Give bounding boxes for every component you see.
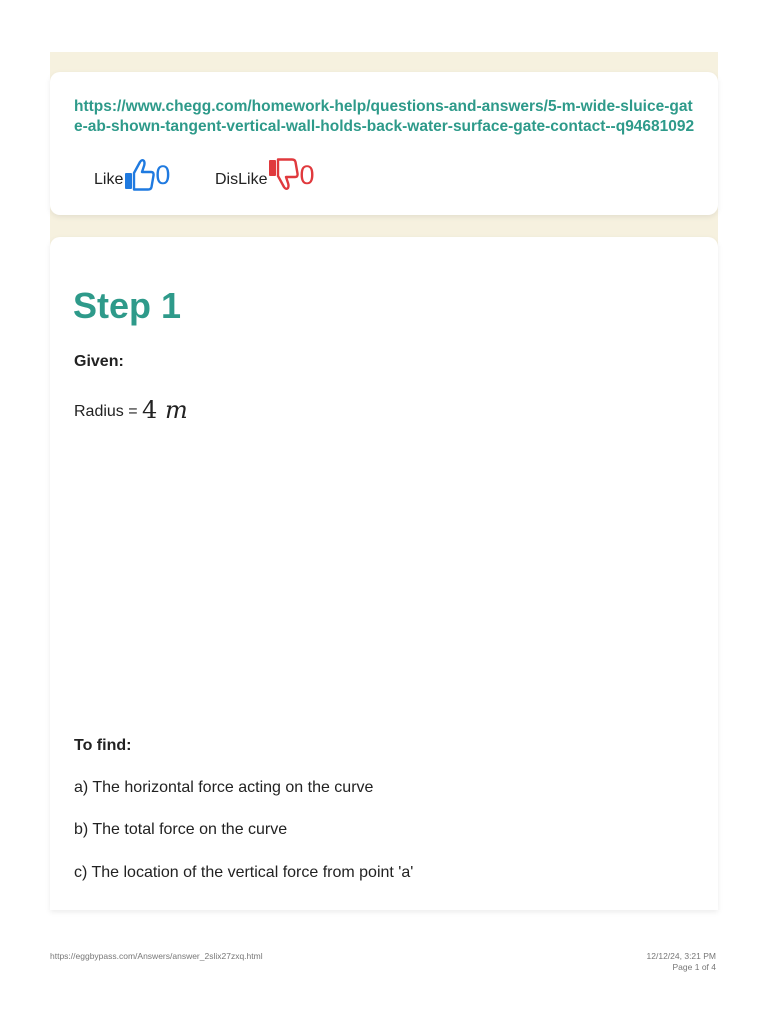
- thumbs-up-icon: [123, 158, 155, 192]
- to-find-label: To find:: [74, 737, 132, 754]
- step-title: Step 1: [73, 285, 182, 326]
- to-find-item-b: b) The total force on the curve: [74, 821, 288, 838]
- question-link[interactable]: https://www.chegg.com/homework-help/questions-and-answers/5-m-wide-sluice-gate-ab-shown-tangent-vertical-wall-holds-back-water-surface-gate-contact--q94681092: [74, 98, 695, 135]
- given-label: Given:: [74, 353, 124, 370]
- like-label: Like: [94, 171, 124, 188]
- dislike-count: 0: [299, 160, 315, 190]
- dislike-label: DisLike: [215, 171, 268, 188]
- like-count: 0: [155, 160, 171, 190]
- to-find-item-a: a) The horizontal force acting on the curve: [74, 779, 374, 796]
- footer-datetime: 12/12/24, 3:21 PM: [646, 951, 716, 961]
- radius-unit: m: [164, 396, 188, 424]
- like-button[interactable]: [94, 158, 170, 192]
- footer-source-url: https://eggbypass.com/Answers/answer_2slix27zxq.html: [50, 951, 263, 961]
- radius-line: [74, 396, 188, 424]
- footer-page-number: Page 1 of 4: [672, 962, 716, 972]
- radius-math: [142, 396, 188, 424]
- answer-card: [50, 237, 718, 910]
- dislike-button[interactable]: [215, 158, 315, 192]
- radius-value: 4: [142, 396, 158, 424]
- question-card: [50, 72, 718, 215]
- to-find-item-c: c) The location of the vertical force from point 'a': [74, 864, 414, 881]
- thumbs-down-icon: [267, 158, 299, 192]
- radius-prefix: Radius =: [74, 403, 143, 420]
